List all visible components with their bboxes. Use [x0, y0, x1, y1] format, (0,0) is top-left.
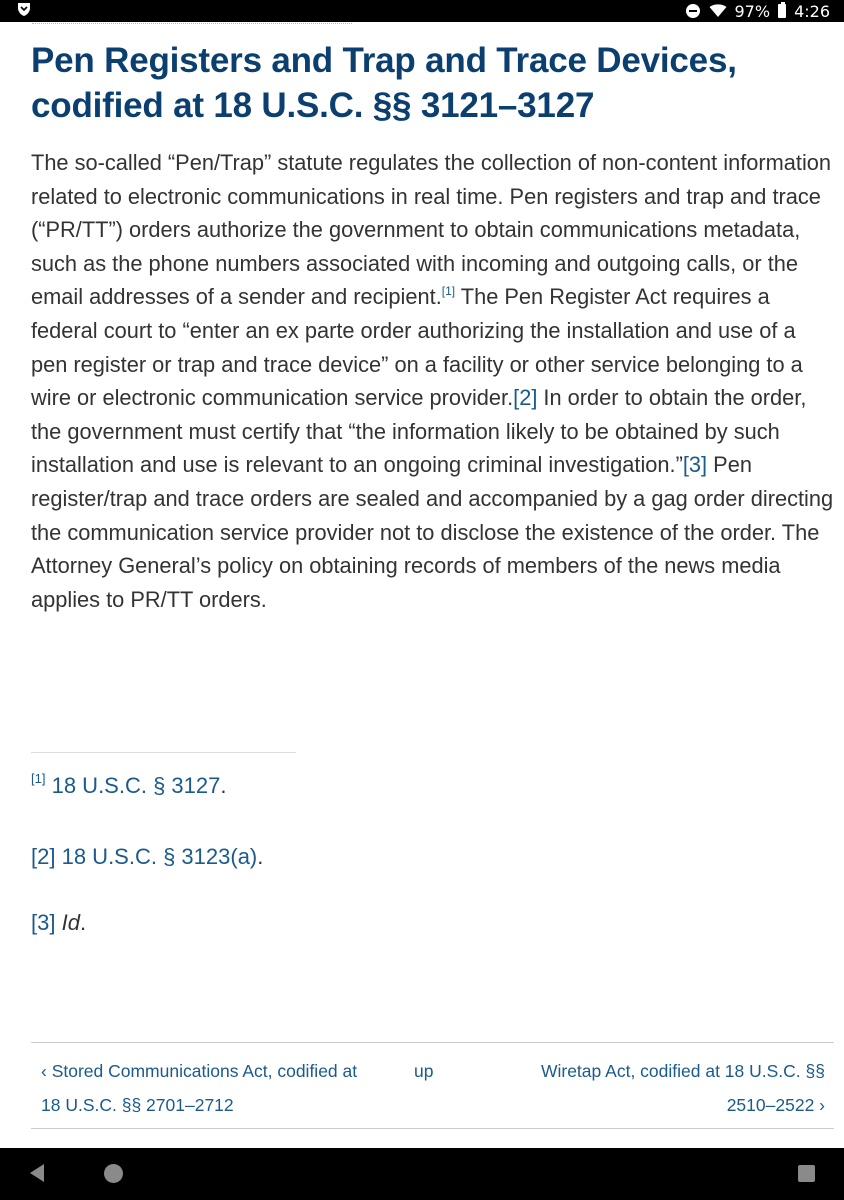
paragraph-part-2: The Pen Register Act requires a federal court to “enter an ex parte order authorizing the installation and use of a pen register or trap and trace device” on a facility or other service belonging to a wire or electronic communication service provider. [31, 284, 803, 411]
battery-percent: 97% [734, 1, 771, 21]
footnote-1-marker[interactable]: [1] [31, 771, 46, 786]
footnote-1-suffix: . [220, 773, 227, 798]
home-icon[interactable] [104, 1164, 123, 1183]
footnote-2-citation: 18 U.S.C. § 3123(a) [61, 844, 258, 869]
paragraph-part-4: Pen register/trap and trace orders are sealed and accompanied by a gag order directing the communication service provider not to disclose the existence of the order. The Attorney General’s policy on obtaining records of members of the news media applies to PR/TT orders. [31, 452, 834, 612]
up-link[interactable]: up [414, 1061, 434, 1081]
back-icon[interactable] [30, 1164, 44, 1182]
status-bar [0, 0, 844, 22]
paragraph-part-1: The so-called “Pen/Trap” statute regulates the collection of non-content information related to electronic communications in real time. Pen registers and trap and trace (“PR/TT”) orders authorize the government to obtain communications metadata, such as the phone numbers associated with incoming and outgoing calls, or the email addresses of a sender and recipient. [31, 150, 832, 310]
clock-time: 4:26 [794, 1, 830, 21]
footnote-3-suffix: . [79, 910, 87, 935]
footnote-1 [31, 771, 227, 801]
cut-off-breadcrumb [32, 22, 352, 24]
prev-page-link[interactable]: ‹ Stored Communications Act, codified at 18 U.S.C. §§ 2701–2712 [41, 1061, 358, 1115]
wifi-icon [709, 4, 727, 18]
next-page-link[interactable]: Wiretap Act, codified at 18 U.S.C. §§ 2510–2522 › [540, 1061, 825, 1115]
page-title: Pen Registers and Trap and Trace Devices, codified at 18 U.S.C. §§ 3121–3127 [31, 41, 737, 125]
paragraph-part-3: In order to obtain the order, the government must certify that “the information likely to be obtained by such installation and use is relevant to an ongoing criminal investigation.” [31, 385, 807, 478]
footnote-3-citation: Id [61, 910, 80, 935]
footnote-divider [31, 752, 296, 753]
do-not-disturb-icon [685, 3, 701, 19]
footnote-3-marker[interactable]: [3] [31, 910, 56, 935]
footnote-3 [31, 908, 86, 938]
recents-icon[interactable] [798, 1165, 815, 1182]
battery-icon [778, 4, 786, 18]
shield-icon [16, 1, 32, 21]
footnote-2-suffix: . [257, 844, 264, 869]
footnote-ref-3[interactable]: [3] [682, 452, 708, 478]
footnote-ref-2[interactable]: [2] [513, 385, 538, 411]
article-body [31, 146, 836, 616]
android-navigation-bar [0, 1148, 844, 1200]
book-navigation [31, 1042, 834, 1129]
footnote-2 [31, 842, 263, 872]
page-content [0, 22, 844, 1148]
footnote-2-marker[interactable]: [2] [31, 844, 56, 869]
footnote-ref-1[interactable]: [1] [441, 284, 456, 299]
footnote-1-citation: 18 U.S.C. § 3127 [51, 773, 221, 798]
